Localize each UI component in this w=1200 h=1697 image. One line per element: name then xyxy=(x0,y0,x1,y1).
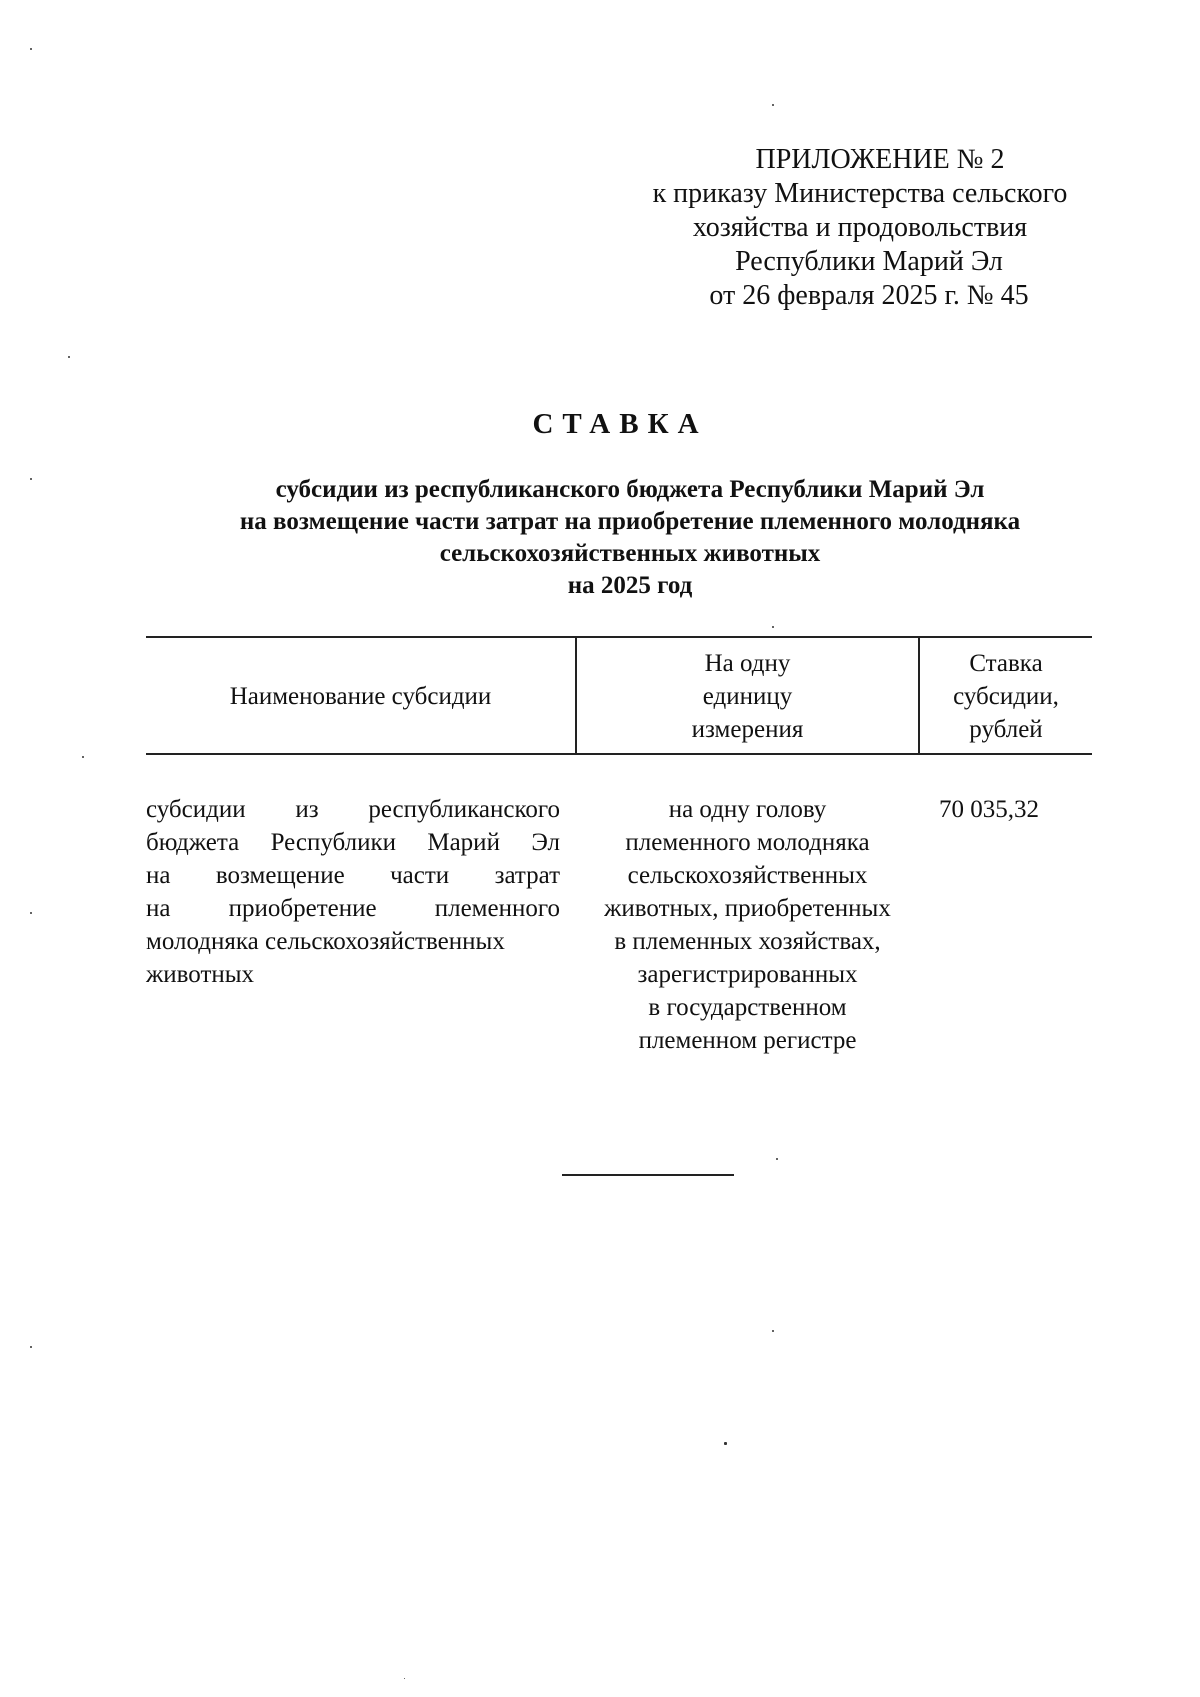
appendix-line: Республики Марий Эл xyxy=(735,246,1003,277)
name-word: приобретение xyxy=(228,895,377,922)
name-word: бюджета xyxy=(146,829,240,856)
header-unit-line: единицу xyxy=(702,683,793,710)
name-word: на xyxy=(146,862,171,889)
unit-line: в племенных хозяйствах, xyxy=(614,928,881,955)
scan-speck xyxy=(68,356,70,358)
name-line xyxy=(146,793,560,826)
name-line xyxy=(146,892,560,925)
subtitle-line: на возмещение части затрат на приобретение племенного молодняка xyxy=(239,508,1021,535)
name-word: Эл xyxy=(531,829,560,856)
unit-line: на одну голову xyxy=(668,796,827,823)
header-unit xyxy=(576,637,919,754)
appendix-header xyxy=(600,143,1120,313)
scan-speck xyxy=(82,756,84,758)
scan-speck xyxy=(30,48,32,50)
end-rule xyxy=(562,1174,734,1176)
subtitle-line: сельскохозяйственных животных xyxy=(439,540,821,567)
subsidy-rate-table xyxy=(146,636,1092,1057)
appendix-line: к приказу Министерства сельского xyxy=(652,178,1068,209)
subsidy-name-cell xyxy=(146,793,576,1057)
appendix-line: от 26 февраля 2025 г. № 45 xyxy=(709,280,1029,311)
name-word: Республики xyxy=(270,829,396,856)
appendix-line: хозяйства и продовольствия xyxy=(692,212,1028,243)
name-line xyxy=(146,826,560,859)
document-title: СТАВКА xyxy=(532,408,708,440)
scan-speck xyxy=(772,626,774,628)
scan-speck xyxy=(772,104,774,106)
header-rate-line: Ставка xyxy=(969,650,1043,677)
header-rate xyxy=(919,637,1092,754)
name-word: республиканского xyxy=(368,796,560,823)
unit-line: животных, приобретенных xyxy=(604,895,891,922)
header-unit-line: На одну xyxy=(704,650,791,677)
unit-line: племенном регистре xyxy=(638,1027,857,1054)
name-word: возмещение xyxy=(215,862,345,889)
scan-speck xyxy=(724,1442,727,1445)
rate-value: 70 035,32 xyxy=(939,796,1039,823)
name-word: из xyxy=(295,796,319,823)
header-rate-line: субсидии, xyxy=(953,683,1059,710)
scan-speck xyxy=(776,1158,778,1160)
unit-line: в государственном xyxy=(648,994,847,1021)
table-row xyxy=(146,793,1092,1057)
scan-speck xyxy=(772,1330,774,1332)
name-word: на xyxy=(146,895,171,922)
name-word: затрат xyxy=(494,862,560,889)
name-word: племенного xyxy=(434,895,560,922)
scan-speck xyxy=(30,1346,32,1348)
header-unit-line: измерения xyxy=(691,716,804,743)
header-rate-line: рублей xyxy=(969,716,1043,743)
unit-line: зарегистрированных xyxy=(637,961,858,988)
subtitle-line: субсидии из республиканского бюджета Республики Марий Эл xyxy=(275,476,985,503)
subtitle-line: на 2025 год xyxy=(567,572,693,599)
name-line xyxy=(146,859,560,892)
unit-line: сельскохозяйственных xyxy=(627,862,868,889)
scan-speck xyxy=(30,478,32,480)
name-line: животных xyxy=(146,961,255,988)
appendix-line: ПРИЛОЖЕНИЕ № 2 xyxy=(755,144,1005,175)
name-word: Марий xyxy=(427,829,500,856)
scan-speck xyxy=(30,912,32,914)
unit-line: племенного молодняка xyxy=(625,829,870,856)
table-header-row xyxy=(146,637,1092,754)
document-subtitle xyxy=(150,474,1110,602)
scan-speck xyxy=(404,1678,405,1679)
unit-cell xyxy=(576,793,919,1057)
name-word: субсидии xyxy=(146,796,246,823)
name-line: молодняка сельскохозяйственных xyxy=(146,928,505,955)
header-subsidy-name: Наименование субсидии xyxy=(146,637,576,754)
name-word: части xyxy=(390,862,450,889)
